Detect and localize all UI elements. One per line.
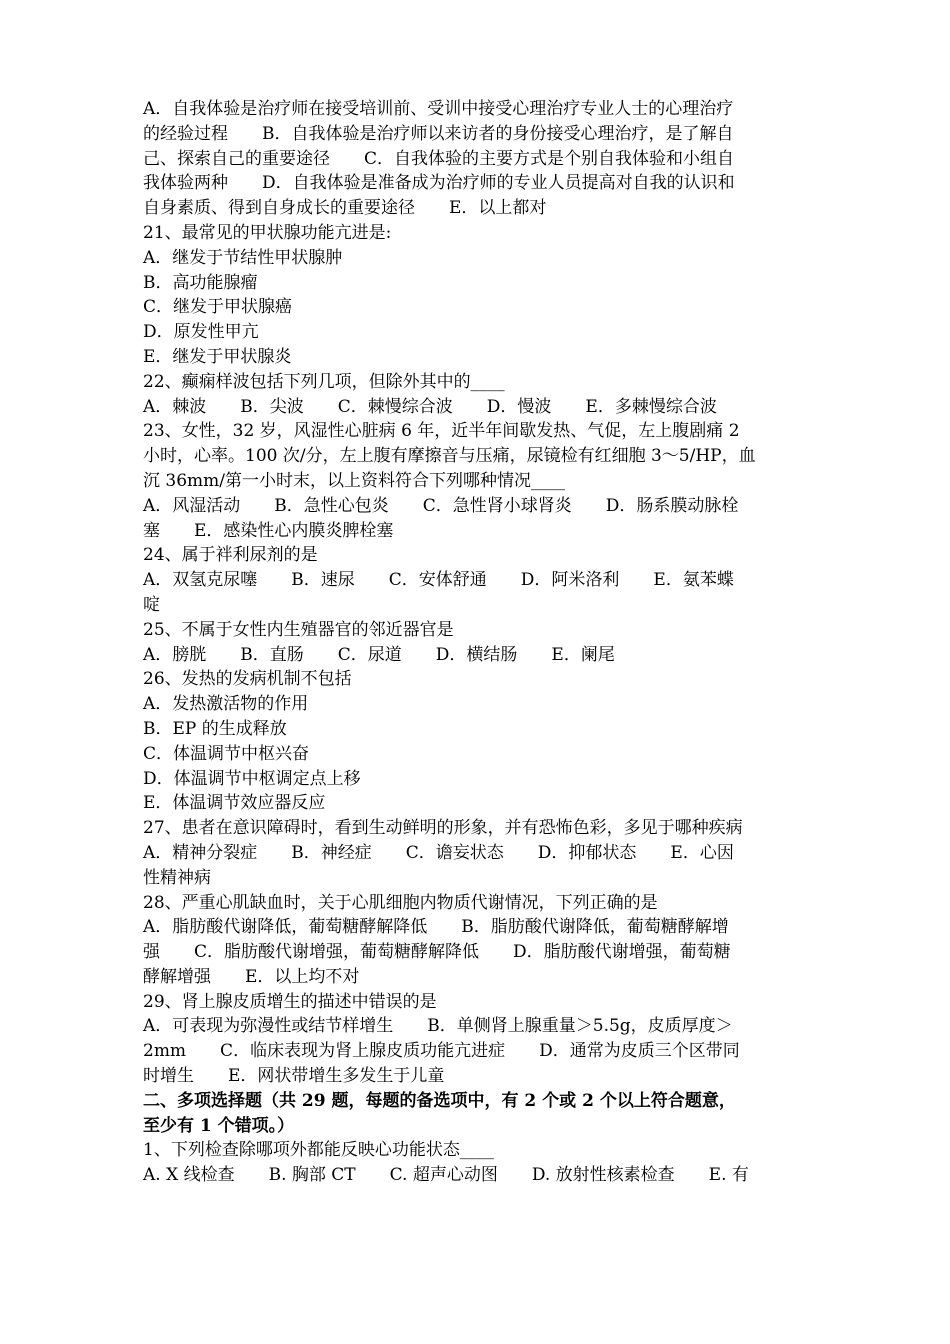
text-line: 2mm C．临床表现为肾上腺皮质功能亢进症 D．通常为皮质三个区带同 [143,1041,740,1062]
text-line: A．双氢克尿噻 B．速尿 C．安体舒通 D．阿米洛利 E．氨苯蝶 [143,570,734,591]
text-line: 23、女性，32 岁，风湿性心脏病 6 年，近半年间歇发热、气促，左上腹剧痛 2 [143,421,740,442]
text-line: 25、不属于女性内生殖器官的邻近器官是 [143,619,454,640]
text-line: 强 C．脂肪酸代谢增强，葡萄糖酵解降低 D．脂肪酸代谢增强，葡萄糖 [143,942,731,963]
text-line: 29、肾上腺皮质增生的描述中错误的是 [143,991,437,1012]
text-line: 啶 [143,594,160,615]
text-line: 我体验两种 D．自我体验是准备成为治疗师的专业人员提高对自我的认识和 [143,173,735,194]
text-line: A．膀胱 B．直肠 C．尿道 D．横结肠 E．阑尾 [143,644,615,665]
text-line: A．精神分裂症 B．神经症 C．谵妄状态 D．抑郁状态 E．心因 [143,842,734,863]
text-line: 性精神病 [143,867,211,888]
section-heading-line: 至少有 1 个错项。） [143,1115,295,1136]
text-line: 24、属于袢利尿剂的是 [143,545,318,566]
text-line: D．原发性甲亢 [143,322,259,343]
text-line: 28、严重心肌缺血时，关于心肌细胞内物质代谢情况，下列正确的是 [143,892,658,913]
text-line: 的经验过程 B．自我体验是治疗师以来访者的身份接受心理治疗，是了解自 [143,123,734,144]
text-line: 时增生 E．网状带增生多发生于儿童 [143,1066,445,1087]
section-heading-line: 二、多项选择题（共 29 题，每题的备选项中，有 2 个或 2 个以上符合题意， [143,1090,736,1111]
text-line: 22、癫痫样波包括下列几项，但除外其中的____ [143,371,505,392]
text-line: 塞 E．感染性心内膜炎脾栓塞 [143,520,394,541]
text-line: A．风湿活动 B．急性心包炎 C．急性肾小球肾炎 D．肠系膜动脉栓 [143,495,739,516]
text-line: E．继发于甲状腺炎 [143,346,292,367]
text-line: C．继发于甲状腺癌 [143,297,293,318]
text-line: A．发热激活物的作用 [143,694,309,715]
text-line: A．脂肪酸代谢降低，葡萄糖酵解降低 B．脂肪酸代谢降低，葡萄糖酵解增 [143,917,729,938]
text-line: 沉 36mm/第一小时末，以上资料符合下列哪种情况____ [143,470,566,491]
text-line: 自身素质、得到自身成长的重要途径 E．以上都对 [143,198,547,219]
text-line: E．体温调节效应器反应 [143,793,326,814]
text-line: 小时，心率。100 次/分，左上腹有摩擦音与压痛，尿镜检有红细胞 3～5/HP，血 [143,446,756,467]
text-line: B．EP 的生成释放 [143,718,287,739]
text-line: 27、患者在意识障碍时，看到生动鲜明的形象，并有恐怖色彩，多见于哪种疾病 [143,818,743,839]
text-line: D．体温调节中枢调定点上移 [143,768,361,789]
text-line: A．可表现为弥漫性或结节样增生 B．单侧肾上腺重量＞5.5g，皮质厚度＞ [143,1016,733,1037]
text-line: C．体温调节中枢兴奋 [143,743,310,764]
text-line: B．高功能腺瘤 [143,272,258,293]
text-line: A．自我体验是治疗师在接受培训前、受训中接受心理治疗专业人士的心理治疗 [143,99,734,119]
text-line: 21、最常见的甲状腺功能亢进是: [143,222,392,243]
text-line: 26、发热的发病机制不包括 [143,669,352,690]
text-line: A．继发于节结性甲状腺肿 [143,247,343,268]
text-line: A．棘波 B．尖波 C．棘慢综合波 D．慢波 E．多棘慢综合波 [143,396,717,417]
text-line: 己、探索自己的重要途径 C．自我体验的主要方式是个别自我体验和小组自 [143,148,735,169]
text-line: A. X 线检查 B. 胸部 CT C. 超声心动图 D. 放射性核素检查 E. 有 [143,1165,749,1186]
text-line: 酵解增强 E．以上均不对 [143,966,360,987]
document-body [143,97,815,1188]
text-line: 1、下列检查除哪项外都能反映心功能状态____ [143,1140,494,1161]
